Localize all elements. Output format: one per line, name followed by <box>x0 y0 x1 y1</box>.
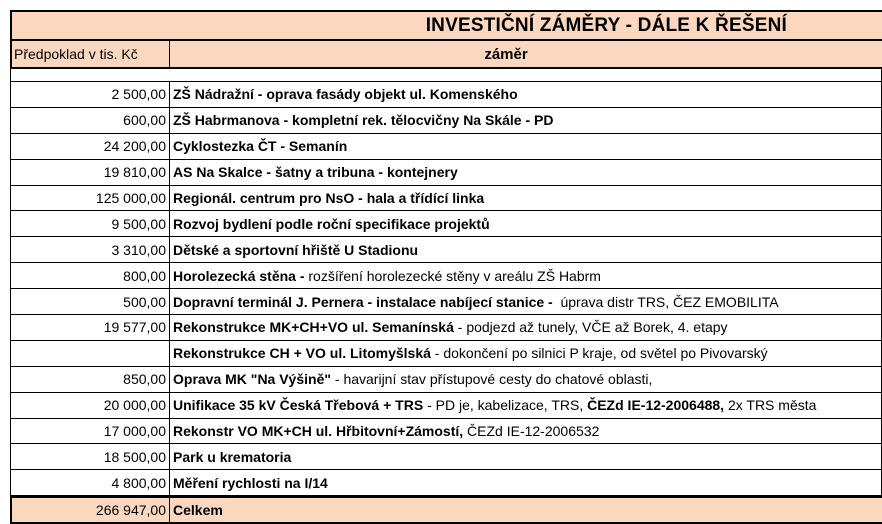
row-description <box>170 341 881 366</box>
row-amount: 500,00 <box>11 289 170 314</box>
row-description <box>170 315 881 340</box>
table-row <box>10 134 882 160</box>
row-description <box>170 444 881 469</box>
table-row <box>10 367 882 393</box>
row-title: Rekonstr VO MK+CH ul. Hřbitovní+Zámostí, <box>173 423 464 440</box>
row-amount: 18 500,00 <box>11 444 170 469</box>
row-title: Oprava MK "Na Výšině" <box>173 371 331 388</box>
row-description <box>170 237 881 262</box>
row-amount: 24 200,00 <box>11 134 170 159</box>
row-note: - PD je, kabelizace, TRS, <box>423 397 588 414</box>
total-amount: 266 947,00 <box>12 498 170 522</box>
row-amount: 9 500,00 <box>11 211 170 236</box>
row-description <box>170 367 881 392</box>
row-note: úprava distr TRS, ČEZ EMOBILITA <box>552 293 779 310</box>
row-title: Horolezecká stěna - <box>173 267 305 284</box>
table-row <box>10 315 882 341</box>
row-title: Unifikace 35 kV Česká Třebová + TRS <box>173 397 424 414</box>
total-label: Celkem <box>173 502 223 519</box>
row-title: Dětské a sportovní hřiště U Stadionu <box>173 241 419 258</box>
row-title: Regionál. centrum pro NsO - hala a třídící linka <box>173 190 485 206</box>
row-description <box>170 134 881 159</box>
row-amount <box>11 341 170 366</box>
row-description <box>170 211 881 236</box>
row-description <box>170 470 881 495</box>
row-amount: 125 000,00 <box>11 186 170 211</box>
table-row <box>10 419 882 445</box>
table-row <box>10 341 882 367</box>
row-amount: 2 500,00 <box>11 82 170 107</box>
row-title: Rozvoj bydlení podle roční specifikace projektů <box>173 215 490 232</box>
row-amount: 20 000,00 <box>11 393 170 418</box>
row-title: Měření rychlosti na I/14 <box>173 474 328 491</box>
row-amount: 850,00 <box>11 367 170 392</box>
row-title: Rekonstrukce MK+CH+VO ul. Semanínská <box>173 319 454 336</box>
row-title: Rekonstrukce CH + VO ul. Litomyšlská <box>173 345 431 362</box>
row-note: - podjezd až tunely, VČE až Borek, 4. etapy <box>453 319 728 336</box>
table-row <box>10 444 882 470</box>
row-description <box>170 82 881 107</box>
spreadsheet-table <box>10 10 882 524</box>
header-row <box>10 41 882 69</box>
table-row <box>10 186 882 212</box>
row-note: ČEZd IE-12-2006532 <box>463 423 600 440</box>
table-row <box>10 470 882 496</box>
row-amount: 800,00 <box>11 263 170 288</box>
row-note: - havarijní stav přístupové cesty do chatové oblasti, <box>331 371 653 388</box>
page-title: INVESTIČNÍ ZÁMĚRY - DÁLE K ŘEŠENÍ <box>425 14 787 36</box>
row-description <box>170 393 881 418</box>
row-amount: 17 000,00 <box>11 419 170 444</box>
row-amount: 19 810,00 <box>11 160 170 185</box>
row-amount: 3 310,00 <box>11 237 170 262</box>
column-header-amount: Předpoklad v tis. Kč <box>12 41 170 67</box>
row-description <box>170 263 881 288</box>
row-note: rozšíření horolezecké stěny v areálu ZŠ Habrm <box>304 267 601 284</box>
row-title: AS Na Skalce - šatny a tribuna - kontejnery <box>173 164 458 181</box>
row-title: Cyklostezka ČT - Semanín <box>173 138 348 155</box>
table-row <box>10 393 882 419</box>
column-header-plan: záměr <box>484 45 528 63</box>
row-title: ZŠ Nádražní - oprava fasády objekt ul. Komenského <box>173 86 518 103</box>
empty-row <box>10 69 882 82</box>
table-body <box>10 82 882 496</box>
row-note: 2x TRS města <box>724 397 817 414</box>
row-note: - dokončení po silnici P kraje, od světel po Pivovarský <box>430 345 768 362</box>
row-description <box>170 186 881 211</box>
table-row <box>10 160 882 186</box>
table-row <box>10 263 882 289</box>
row-description <box>170 419 881 444</box>
title-row <box>10 10 882 41</box>
row-description <box>170 108 881 133</box>
row-title: Dopravní terminál J. Pernera - instalace nabíjecí stanice - <box>173 293 553 310</box>
row-amount: 600,00 <box>11 108 170 133</box>
row-description <box>170 160 881 185</box>
row-title: ZŠ Habrmanova - kompletní rek. tělocvičny Na Skále - PD <box>173 112 554 129</box>
table-row <box>10 289 882 315</box>
row-amount: 4 800,00 <box>11 470 170 495</box>
table-row <box>10 211 882 237</box>
table-row <box>10 82 882 108</box>
row-title: ČEZd IE-12-2006488, <box>587 397 725 414</box>
table-row <box>10 237 882 263</box>
row-amount: 19 577,00 <box>11 315 170 340</box>
row-description <box>170 289 881 314</box>
table-row <box>10 108 882 134</box>
row-title: Park u krematoria <box>173 448 292 465</box>
